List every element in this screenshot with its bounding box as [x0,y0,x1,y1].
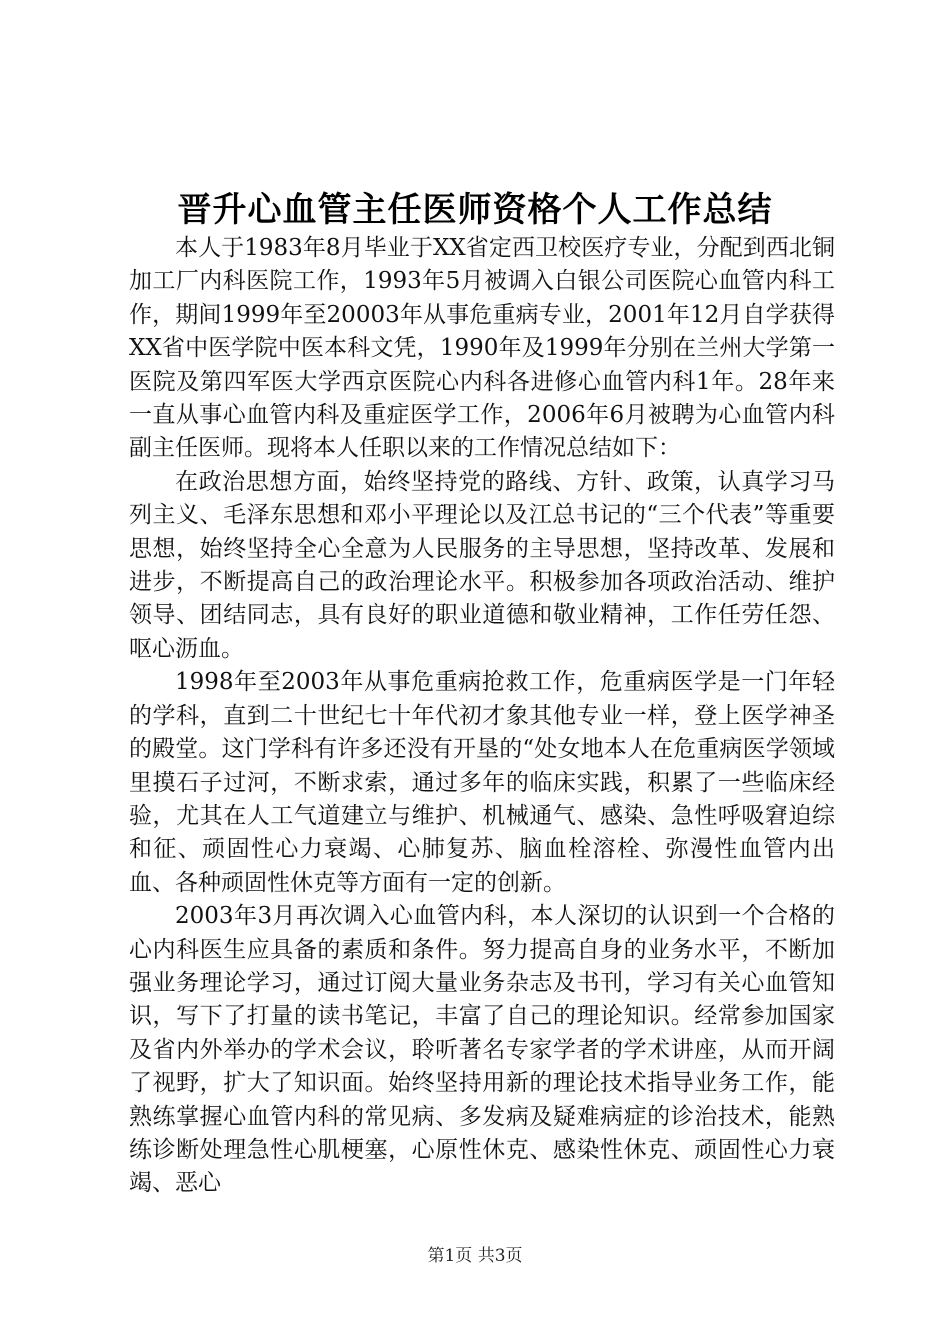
document-body [129,232,835,1201]
paragraph: 2003年3月再次调入心血管内科，本人深切的认识到一个合格的心内科医生应具备的素质和条件。努力提高自身的业务水平，不断加强业务理论学习，通过订阅大量业务杂志及书刊，学习有关心血管知识，写下了打量的读书笔记，丰富了自己的理论知识。经常参加国家及省内外举办的学术会议，聆听著名专家学者的学术讲座，从而开阔了视野，扩大了知识面。始终坚持用新的理论技术指导业务工作，能熟练掌握心血管内科的常见病、多发病及疑难病症的诊治技术，能熟练诊断处理急性心肌梗塞，心原性休克、感染性休克、顽固性心力衰竭、恶心 [129,903,835,1197]
page-number-footer: 第1页 共3页 [427,1246,523,1266]
paragraph: 在政治思想方面，始终坚持党的路线、方针、政策，认真学习马列主义、毛泽东思想和邓小平理论以及江总书记的“三个代表”等重要思想，始终坚持全心全意为人民服务的主导思想，坚持改革、发展和进步，不断提高自己的政治理论水平。积极参加各项政治活动、维护领导、团结同志，具有良好的职业道德和敬业精神，工作任劳任怨、呕心沥血。 [129,468,835,662]
paragraph: 本人于1983年8月毕业于XX省定西卫校医疗专业，分配到西北铜加工厂内科医院工作，1993年5月被调入白银公司医院心血管内科工作，期间1999年至20003年从事危重病专业，2001年12月自学获得XX省中医学院中医本科文凭，1990年及1999年分别在兰州大学第一医院及第四军医大学西京医院心内科各进修心血管内科1年。28年来一直从事心血管内科及重症医学工作，2006年6月被聘为心血管内科副主任医师。现将本人任职以来的工作情况总结如下： [129,235,835,462]
paragraph: 1998年至2003年从事危重病抢救工作，危重病医学是一门年轻的学科，直到二十世纪七十年代初才象其他专业一样，登上医学神圣的殿堂。这门学科有许多还没有开垦的“处女地本人在危重病医学领域里摸石子过河，不断求索，通过多年的临床实践，积累了一些临床经验，尤其在人工气道建立与维护、机械通气、感染、急性呼吸窘迫综和征、顽固性心力衰竭、心肺复苏、脑血栓溶栓、弥漫性血管内出血、各种顽固性休克等方面有一定的创新。 [129,669,835,896]
document-title: 晋升心血管主任医师资格个人工作总结 [177,190,773,230]
